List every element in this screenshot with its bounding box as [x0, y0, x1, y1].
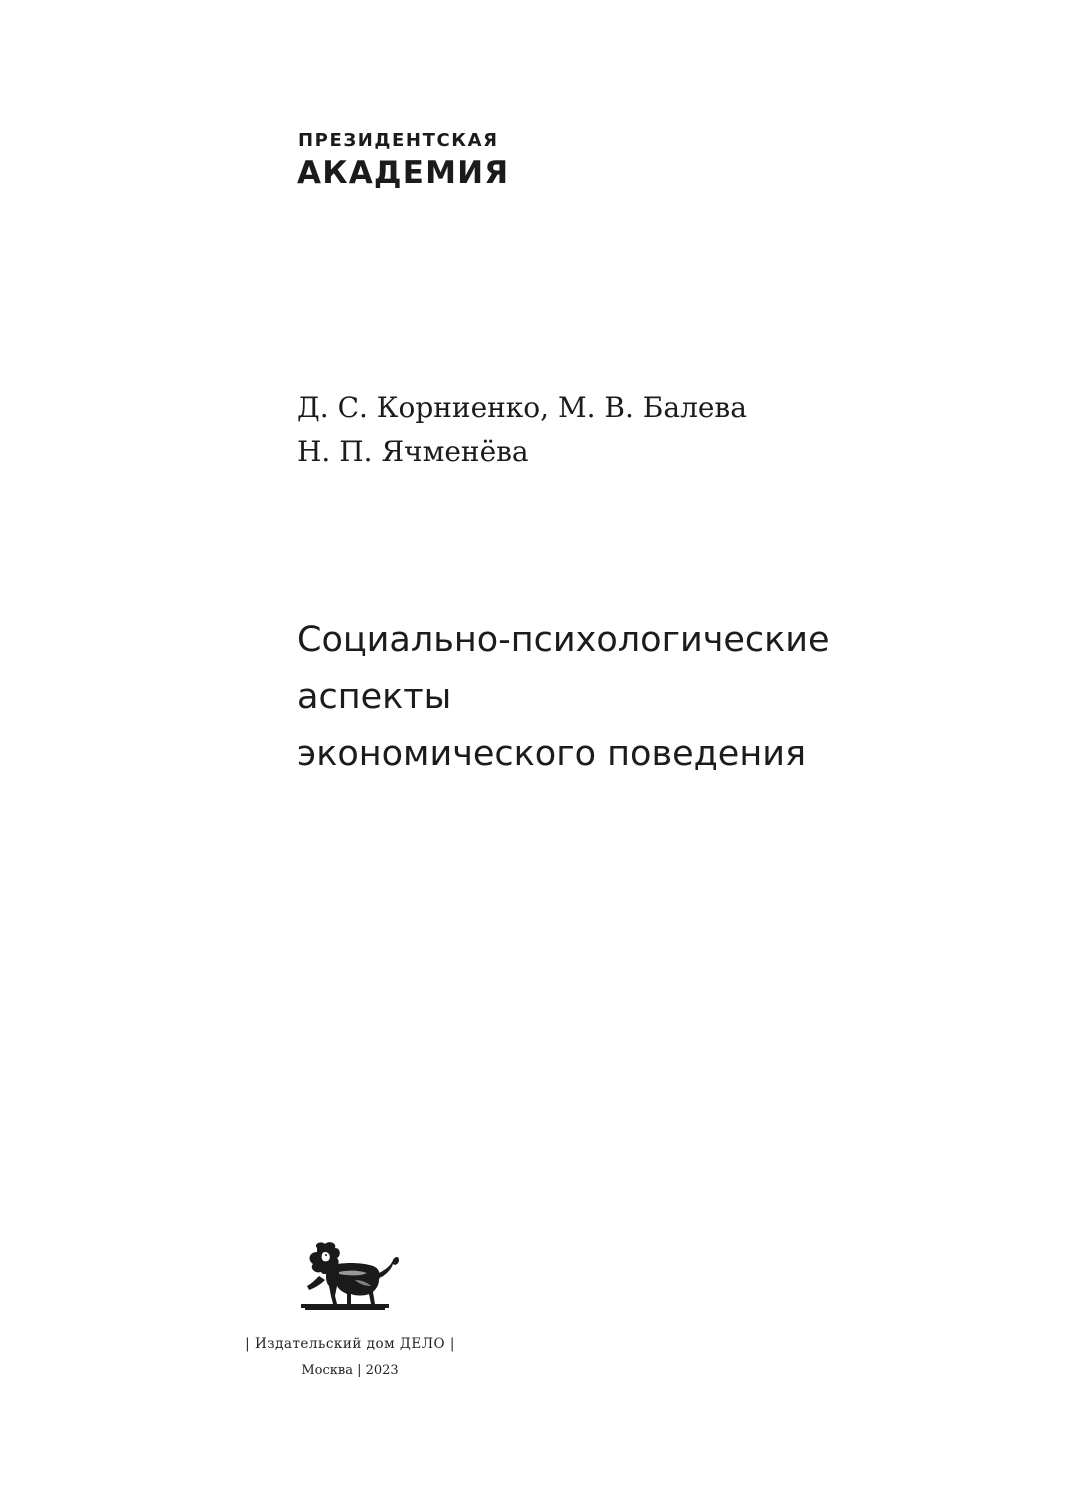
authors	[297, 386, 747, 474]
title-line-2: аспекты	[297, 677, 452, 717]
publisher-logo	[297, 130, 509, 191]
title-line-3: экономического поведения	[297, 734, 807, 774]
logo-line-2: АКАДЕМИЯ	[297, 155, 510, 191]
publisher-block	[200, 1240, 500, 1380]
authors-line-1: Д. С. Корниенко, М. В. Балева	[297, 391, 747, 424]
publisher-city-year: Москва | 2023	[301, 1363, 399, 1378]
title-line-1: Социально-психологические	[297, 620, 830, 660]
authors-line-2: Н. П. Ячменёва	[297, 435, 529, 468]
publisher-name: | Издательский дом ДЕЛО |	[245, 1336, 455, 1352]
book-title	[297, 612, 830, 783]
lion-icon	[295, 1240, 405, 1315]
logo-line-1: ПРЕЗИДЕНТСКАЯ	[298, 130, 499, 151]
